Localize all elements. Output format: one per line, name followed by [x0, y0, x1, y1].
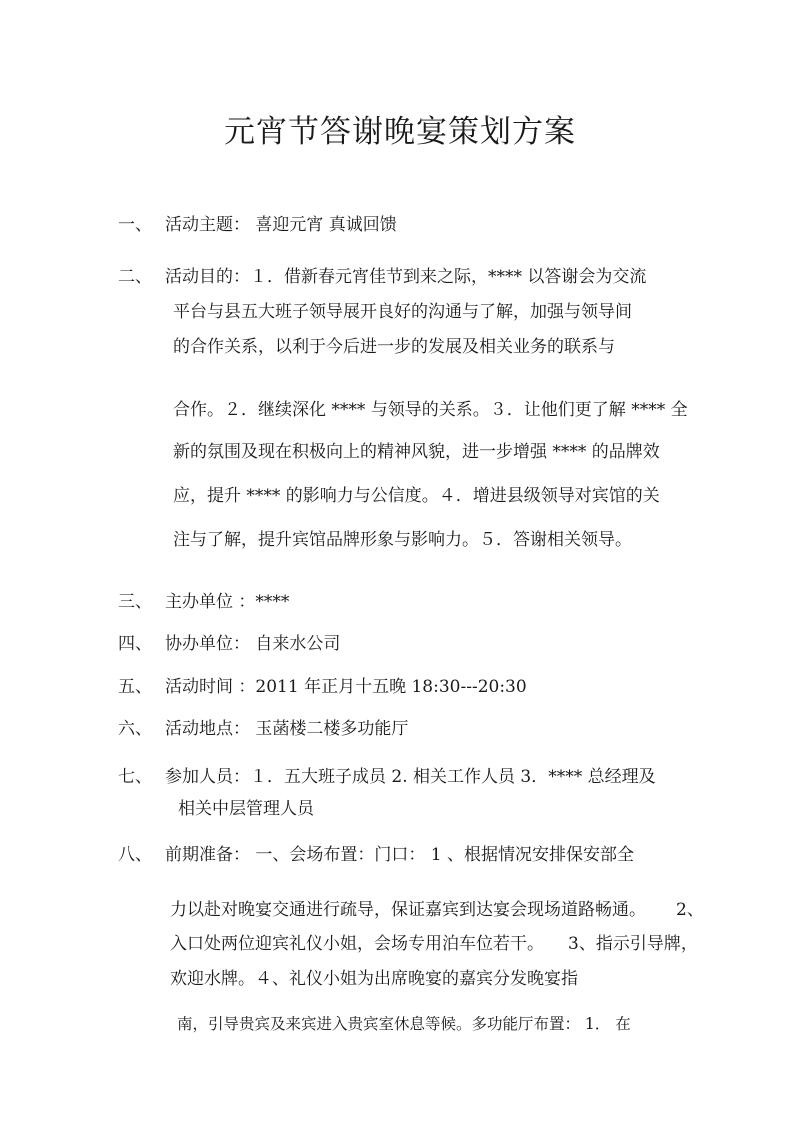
- continuation-line: 平台与县五大班子领导展开良好的沟通与了解，加强与领导间: [173, 302, 632, 322]
- continuation-line: 入口处两位迎宾礼仪小姐，会场专用泊车位若干。: [170, 934, 544, 954]
- continuation-line: 的合作关系，以利于今后进一步的发展及相关业务的联系与: [173, 337, 615, 357]
- section-text: 参加人员：１．五大班子成员 2. 相关工作人员 3．**** 总经理及: [165, 767, 656, 787]
- section-text: 前期准备： 一、会场布置：门口： 1 、根据情况安排保安部全: [165, 845, 635, 865]
- section-number: 五、: [118, 677, 152, 697]
- continuation-line: 合作。２．继续深化 **** 与领导的关系。３．让他们更了解 **** 全: [173, 400, 688, 420]
- section-text: 活动目的：１．借新春元宵佳节到来之际，**** 以答谢会为交流: [165, 267, 647, 287]
- section-number: 七、: [118, 767, 152, 787]
- document-title: 元宵节答谢晚宴策划方案: [224, 114, 576, 150]
- section-number: 四、: [118, 634, 152, 654]
- section-number: 二、: [118, 267, 152, 287]
- continuation-line: 新的氛围及现在积极向上的精神风貌，进一步增强 **** 的品牌效: [173, 442, 660, 462]
- section-number: 三、: [118, 592, 152, 612]
- continuation-line: 欢迎水牌。４、礼仪小姐为出席晚宴的嘉宾分发晚宴指: [170, 969, 578, 989]
- continuation-line: 力以赴对晚宴交通进行疏导，保证嘉宾到达宴会现场道路畅通。: [170, 900, 646, 920]
- section-number: 一、: [118, 215, 152, 235]
- section-text: 活动地点： 玉菡楼二楼多功能厅: [165, 719, 409, 739]
- continuation-line: 相关中层管理人员: [178, 799, 314, 819]
- section-text: 活动主题： 喜迎元宵 真诚回馈: [165, 215, 397, 235]
- section-text: 协办单位： 自来水公司: [165, 634, 341, 654]
- continuation-line: 注与了解，提升宾馆品牌形象与影响力。５．答谢相关领导。: [173, 530, 632, 550]
- inline-extra: 2、: [676, 900, 704, 920]
- section-text: 主办单位 ：****: [165, 592, 290, 612]
- continuation-line: 应，提升 **** 的影响力与公信度。４．增进县级领导对宾馆的关: [173, 486, 660, 506]
- section-text: 活动时间 ：2011 年正月十五晚 18:30---20:30: [165, 677, 527, 697]
- continuation-line: 南，引导贵宾及来宾进入贵宾室休息等候。多功能厅布置： 1． 在: [177, 1015, 631, 1033]
- inline-extra: 3、指示引导牌，: [568, 934, 698, 954]
- section-number: 六、: [118, 719, 152, 739]
- section-number: 八、: [118, 845, 152, 865]
